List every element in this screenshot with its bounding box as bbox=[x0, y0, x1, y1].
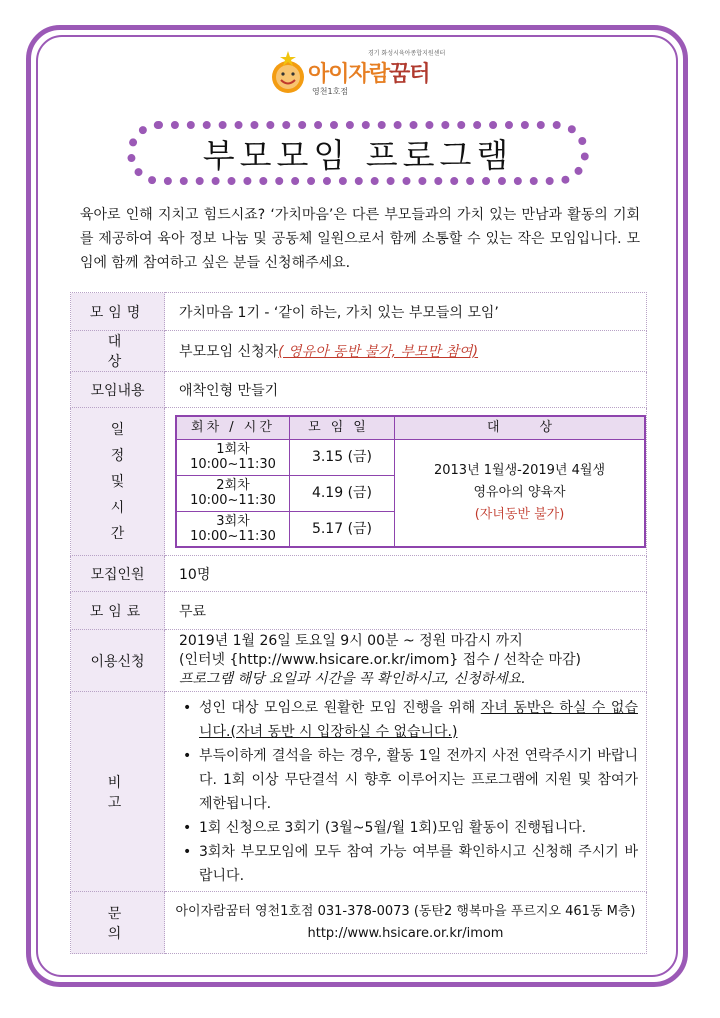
session-date: 5.17 (금) bbox=[290, 511, 395, 547]
program-info-table bbox=[70, 292, 647, 954]
value-schedule bbox=[165, 408, 647, 556]
logo-organization: 경기 화성시육아종합지원센터 bbox=[368, 50, 446, 57]
label-contact: 문의 bbox=[71, 892, 165, 954]
target-restriction: ( 영유아 동반 불가, 부모만 참여) bbox=[278, 344, 479, 360]
logo-branch: 영천1호점 bbox=[312, 87, 349, 96]
session-cell: 1회차 10:00~11:30 bbox=[176, 439, 290, 475]
row-capacity bbox=[71, 556, 647, 592]
label-schedule: 일정 및 시간 bbox=[71, 408, 165, 556]
schedule-row bbox=[176, 439, 645, 475]
title-box bbox=[127, 121, 589, 185]
page-title: 부모모임 프로그램 bbox=[202, 135, 514, 175]
value-contact bbox=[165, 892, 647, 954]
remarks-list bbox=[165, 696, 646, 888]
header-session: 회차 / 시간 bbox=[176, 416, 290, 440]
label-name: 모임명 bbox=[71, 293, 165, 331]
value-fee: 무료 bbox=[165, 592, 647, 630]
schedule-header bbox=[176, 416, 645, 440]
row-apply bbox=[71, 630, 647, 692]
contact-address: 아이자람꿈터 영천1호점 031-378-0073 (동탄2 행복마을 푸르지오 461동 M층) bbox=[175, 903, 636, 919]
row-name bbox=[71, 293, 647, 331]
remark-item: • 성인 대상 모임으로 원활한 모임 진행을 위해 자녀 동반은 하실 수 없습니다.(자녀 동반 시 입장하실 수 없습니다.) bbox=[183, 696, 638, 744]
session-date: 4.19 (금) bbox=[290, 475, 395, 511]
session-date: 3.15 (금) bbox=[290, 439, 395, 475]
row-fee bbox=[71, 592, 647, 630]
value-target: 부모모임 신청자( 영유아 동반 불가, 부모만 참여) bbox=[165, 331, 647, 372]
center-logo bbox=[268, 43, 468, 103]
row-target bbox=[71, 331, 647, 372]
apply-period: 2019년 1월 26일 토요일 9시 00분 ~ 정원 마감시 까지 bbox=[179, 633, 523, 649]
label-content: 모임내용 bbox=[71, 372, 165, 408]
logo-name: 아이자람꿈터 bbox=[308, 62, 430, 87]
value-apply bbox=[165, 630, 647, 692]
label-fee: 모임료 bbox=[71, 592, 165, 630]
row-contact bbox=[71, 892, 647, 954]
label-remarks: 비고 bbox=[71, 692, 165, 892]
value-name: 가치마음 1기 - ‘같이 하는, 가치 있는 부모들의 모임’ bbox=[165, 293, 647, 331]
row-content bbox=[71, 372, 647, 408]
schedule-target: 2013년 1월생-2019년 4월생 영유아의 양육자 (자녀동반 불가) bbox=[395, 439, 646, 547]
remark-item: • 부득이하게 결석을 하는 경우, 활동 1일 전까지 사전 연락주시기 바랍니다. 1회 이상 무단결석 시 향후 이루어지는 프로그램에 지원 및 참여가 제한됩니다. bbox=[183, 744, 638, 816]
label-apply: 이용신청 bbox=[71, 630, 165, 692]
remark-item: • 1회 신청으로 3회기 (3월~5월/월 1회)모임 활동이 진행됩니다. bbox=[183, 816, 638, 840]
session-cell: 2회차 10:00~11:30 bbox=[176, 475, 290, 511]
header-target: 대상 bbox=[395, 416, 646, 440]
label-target: 대상 bbox=[71, 331, 165, 372]
row-schedule bbox=[71, 408, 647, 556]
schedule-table bbox=[175, 415, 646, 549]
value-remarks bbox=[165, 692, 647, 892]
session-cell: 3회차 10:00~11:30 bbox=[176, 511, 290, 547]
target-note: (자녀동반 불가) bbox=[474, 507, 565, 522]
header-date: 모임일 bbox=[290, 416, 395, 440]
intro-paragraph: 육아로 인해 지치고 힘드시죠? ‘가치마음’은 다른 부모들과의 가치 있는 만남과 활동의 기회를 제공하여 육아 정보 나눔 및 공동체 일원으로서 함께 소통할 수 있는 작은 모임입니다. 모임에 함께 참여하고 싶은 분들 신청해주세요. bbox=[80, 207, 640, 271]
contact-url[interactable]: http://www.hsicare.or.kr/imom bbox=[307, 925, 504, 941]
row-remarks bbox=[71, 692, 647, 892]
apply-note: 프로그램 해당 요일과 시간을 꼭 확인하시고, 신청하세요. bbox=[179, 671, 526, 687]
remark-item: • 3회차 부모모임에 모두 참여 가능 여부를 확인하시고 신청해 주시기 바랍니다. bbox=[183, 840, 638, 888]
smiling-child-icon bbox=[268, 51, 308, 97]
apply-method: (인터넷 {http://www.hsicare.or.kr/imom} 접수 / 선착순 마감) bbox=[179, 652, 581, 668]
value-capacity: 10명 bbox=[165, 556, 647, 592]
label-capacity: 모집인원 bbox=[71, 556, 165, 592]
value-content: 애착인형 만들기 bbox=[165, 372, 647, 408]
